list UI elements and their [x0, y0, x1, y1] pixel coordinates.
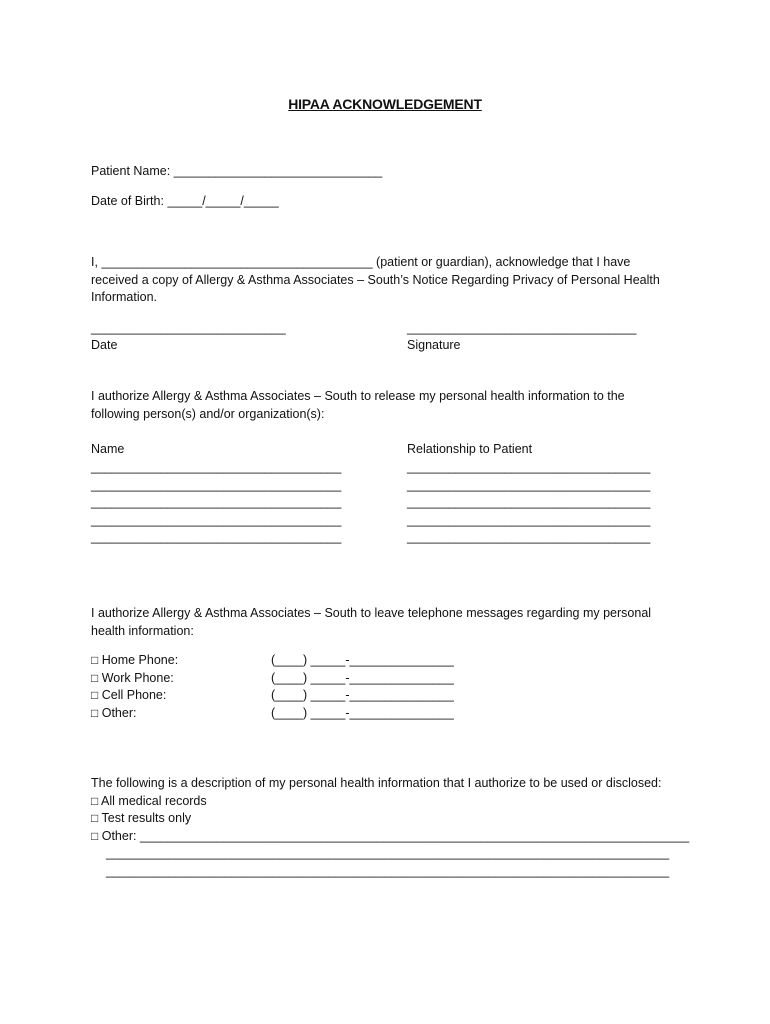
- other-info-field-2[interactable]: _________________________________________________________________________________: [106, 846, 670, 860]
- name-field[interactable]: ____________________________________: [91, 512, 342, 527]
- work-phone-label: Work Phone:: [101, 670, 174, 685]
- test-results-label: Test results only: [101, 811, 192, 825]
- signature-label: Signature: [407, 338, 461, 352]
- date-field[interactable]: ____________________________: [91, 321, 286, 335]
- home-phone-label: Home Phone:: [101, 653, 179, 667]
- cell-phone-label: Cell Phone:: [101, 688, 167, 702]
- release-paragraph: [91, 388, 681, 423]
- relationship-field[interactable]: ___________________________________: [407, 477, 651, 492]
- phone-option-home: [91, 652, 178, 670]
- patient-name-row: [91, 163, 382, 181]
- dob-field[interactable]: _____/_____/_____: [167, 194, 279, 208]
- ack-suffix: (patient or guardian), acknowledge that I have: [376, 255, 631, 269]
- patient-name-field[interactable]: ______________________________: [173, 164, 383, 178]
- home-phone-field[interactable]: (____) _____-_______________: [271, 653, 454, 667]
- all-records-checkbox[interactable]: □: [91, 793, 99, 808]
- cell-phone-field[interactable]: (____) _____-_______________: [271, 688, 454, 702]
- name-field[interactable]: ____________________________________: [91, 460, 342, 474]
- name-field[interactable]: ____________________________________: [91, 530, 342, 544]
- test-results-checkbox[interactable]: □: [91, 811, 99, 825]
- name-column-header: Name: [91, 442, 125, 456]
- release-line-1: I authorize Allergy & Asthma Associates – South to release my personal health information to the: [91, 389, 625, 403]
- name-field[interactable]: ____________________________________: [91, 477, 342, 492]
- option-other: [91, 828, 689, 846]
- ack-line-1: [91, 254, 681, 272]
- relationship-field[interactable]: ___________________________________: [407, 512, 651, 527]
- ack-name-field[interactable]: _______________________________________: [101, 255, 373, 269]
- other-info-checkbox[interactable]: □: [91, 828, 99, 843]
- work-phone-field[interactable]: (____) _____-_______________: [271, 670, 454, 685]
- other-info-field[interactable]: _______________________________________________________________________________: [139, 828, 690, 843]
- option-test-results: [91, 810, 689, 828]
- name-lines: [91, 459, 341, 547]
- relationship-field[interactable]: ___________________________________: [407, 530, 651, 544]
- home-phone-checkbox[interactable]: □: [91, 653, 99, 667]
- other-phone-checkbox[interactable]: □: [91, 705, 99, 720]
- patient-name-label: Patient Name:: [91, 164, 171, 178]
- ack-prefix: I,: [91, 255, 98, 269]
- dob-row: [91, 193, 279, 211]
- relationship-column-header: Relationship to Patient: [407, 442, 533, 456]
- phone-option-cell: [91, 687, 178, 705]
- relationship-field[interactable]: ___________________________________: [407, 460, 651, 474]
- signature-field[interactable]: _________________________________: [407, 321, 637, 335]
- option-all-records: [91, 793, 689, 811]
- phone-values: [271, 652, 454, 722]
- cell-phone-checkbox[interactable]: □: [91, 688, 99, 702]
- telephone-line-1: I authorize Allergy & Asthma Associates – South to leave telephone messages regarding my personal: [91, 606, 652, 620]
- relationship-lines: [407, 459, 650, 547]
- all-records-label: All medical records: [101, 793, 207, 808]
- date-label: Date: [91, 338, 118, 352]
- other-phone-label: Other:: [101, 705, 137, 720]
- relationship-field[interactable]: ___________________________________: [407, 495, 651, 509]
- phone-option-other: [91, 705, 178, 723]
- other-info-field-3[interactable]: _________________________________________________________________________________: [106, 863, 670, 878]
- form-title: HIPAA ACKNOWLEDGEMENT: [288, 96, 482, 112]
- acknowledgement-paragraph: [91, 254, 681, 307]
- telephone-line-2: health information:: [91, 623, 194, 638]
- dob-label: Date of Birth:: [91, 194, 164, 208]
- ack-line-3: Information.: [91, 290, 158, 304]
- work-phone-checkbox[interactable]: □: [91, 670, 99, 685]
- telephone-paragraph: [91, 605, 681, 640]
- name-field[interactable]: ____________________________________: [91, 495, 342, 509]
- description-section: [91, 775, 689, 845]
- phone-option-work: [91, 670, 178, 688]
- ack-line-2: received a copy of Allergy & Asthma Associates – South’s Notice Regarding Privacy of Personal Health: [91, 272, 660, 287]
- release-line-2: following person(s) and/or organization(s):: [91, 406, 325, 421]
- other-info-extra-lines: [106, 845, 669, 880]
- other-phone-field[interactable]: (____) _____-_______________: [271, 705, 454, 720]
- phone-options: [91, 652, 178, 722]
- description-line-1: The following is a description of my personal health information that I authorize to be used or disclosed:: [91, 776, 662, 790]
- other-info-label: Other:: [101, 828, 137, 843]
